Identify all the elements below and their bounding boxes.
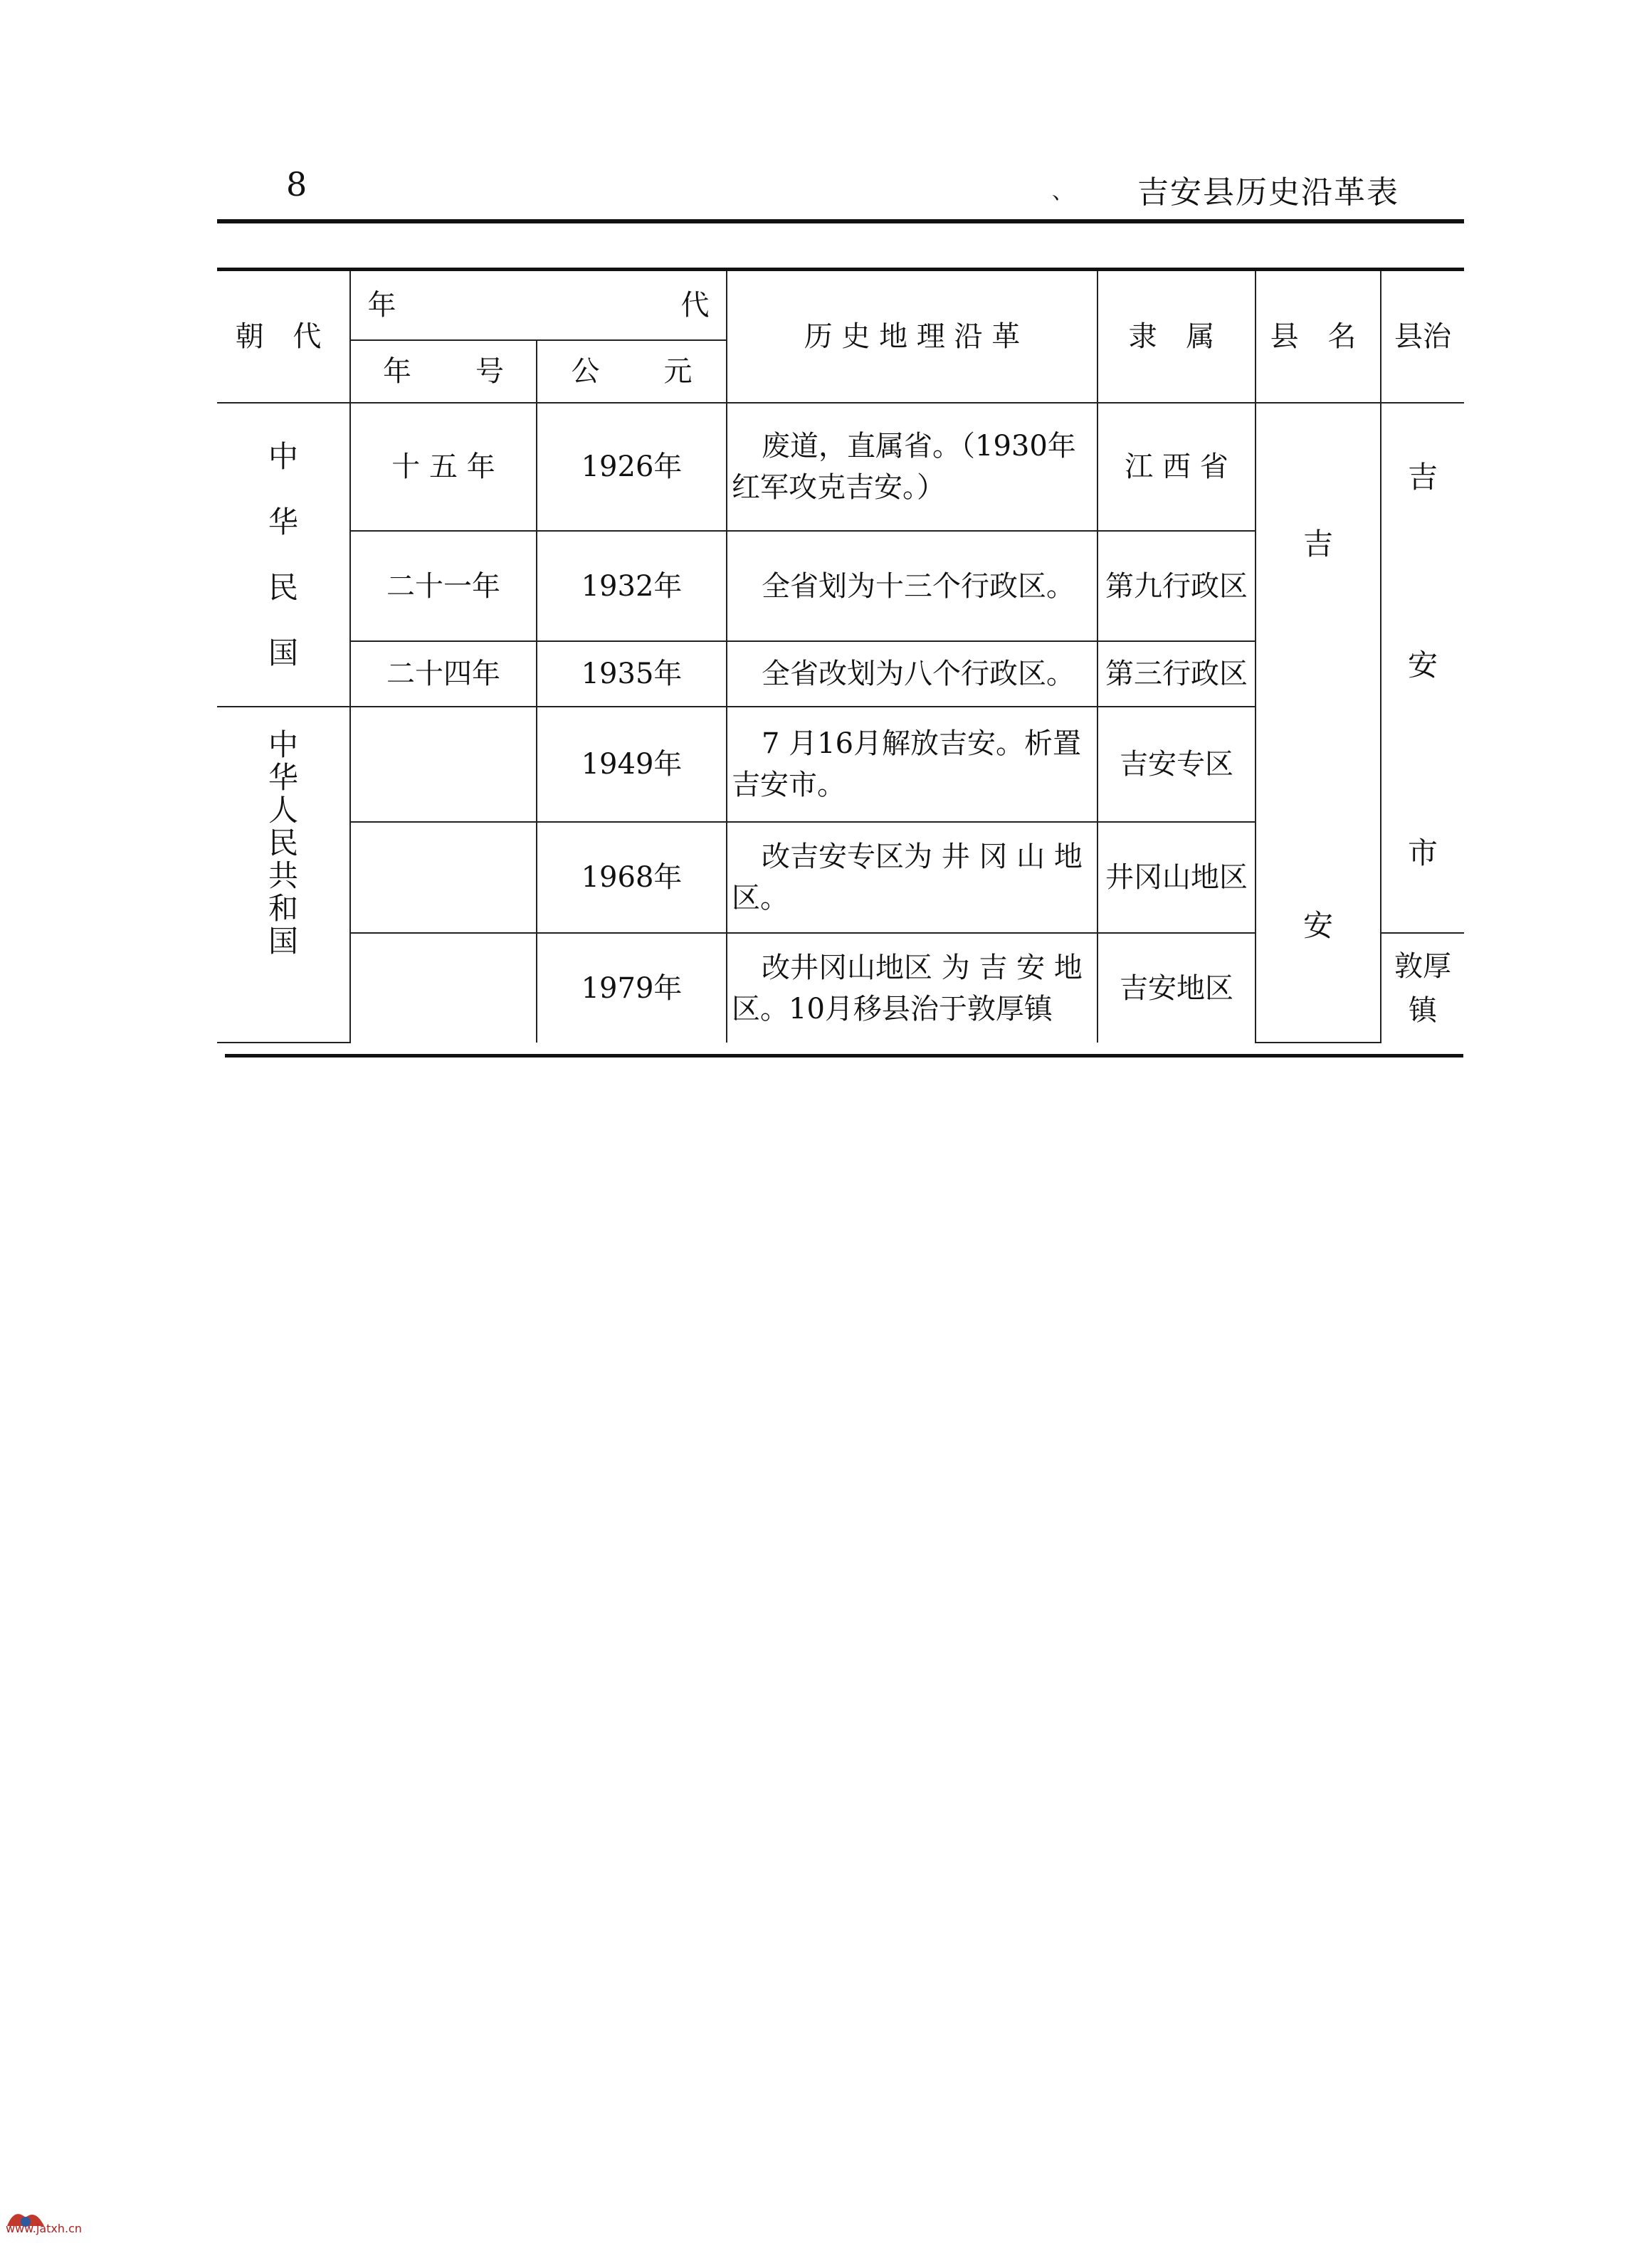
dynasty-char: 中 xyxy=(268,438,298,474)
affiliation-cell: 吉安专区 xyxy=(1098,707,1256,822)
era-cell: 二十四年 xyxy=(350,641,537,707)
header-rule xyxy=(217,219,1464,223)
history-line: 全省划为十三个行政区。 xyxy=(762,569,1075,603)
year-cell: 1968年 xyxy=(537,822,727,933)
header-affiliation: 隶 属 xyxy=(1098,271,1256,403)
table-bottom-rule xyxy=(225,1054,1463,1057)
history-line: 改吉安专区为 井 冈 山 地 xyxy=(762,840,1083,873)
dynasty-char: 共 xyxy=(268,858,298,893)
county-name-char: 吉 xyxy=(1302,527,1333,561)
county-name-char: 安 xyxy=(1302,908,1333,943)
page-title: 吉安县历史沿革表 xyxy=(1137,174,1399,211)
affiliation-cell: 井冈山地区 xyxy=(1098,822,1256,933)
county-name-cell xyxy=(1256,403,1381,1043)
county-seat-lower-line: 镇 xyxy=(1409,993,1437,1027)
history-cell xyxy=(727,641,1098,707)
history-cell xyxy=(727,403,1098,531)
year-cell: 1979年 xyxy=(537,933,727,1043)
history-line: 7 月16月解放吉安。析置 xyxy=(762,727,1082,760)
dynasty-char: 和 xyxy=(268,891,298,926)
history-cell xyxy=(727,822,1098,933)
header-ad-text: 公 元 xyxy=(571,355,693,388)
dynasty-char: 国 xyxy=(268,635,298,670)
history-line: 改井冈山地区 为 吉 安 地 xyxy=(762,951,1083,984)
affiliation-cell: 第三行政区 xyxy=(1098,641,1256,707)
dynasty-prc xyxy=(217,707,350,1043)
history-line: 废道，直属省。（1930年 xyxy=(762,430,1076,463)
history-line: 区。 xyxy=(732,882,789,914)
dynasty-char: 民 xyxy=(268,826,298,860)
header-county-seat: 县治 xyxy=(1381,271,1464,403)
year-cell: 1935年 xyxy=(537,641,727,707)
header-county-name: 县 名 xyxy=(1256,271,1381,403)
dynasty-char: 人 xyxy=(268,793,298,828)
county-seat-upper xyxy=(1381,403,1464,933)
history-line: 吉安市。 xyxy=(732,769,846,801)
history-cell xyxy=(727,531,1098,641)
history-cell xyxy=(727,707,1098,822)
header-history: 历 史 地 理 沿 革 xyxy=(727,271,1098,403)
header-dynasty: 朝 代 xyxy=(217,271,350,403)
era-cell xyxy=(350,707,537,822)
history-cell xyxy=(727,933,1098,1043)
page-mark: 、 xyxy=(1052,179,1073,204)
era-cell: 二十一年 xyxy=(350,531,537,641)
history-table xyxy=(217,271,1464,1043)
history-line: 全省改划为八个行政区。 xyxy=(762,658,1075,690)
header-era-name xyxy=(350,340,537,403)
era-cell: 十 五 年 xyxy=(350,403,537,531)
affiliation-cell: 吉安地区 xyxy=(1098,933,1256,1043)
county-seat-char: 市 xyxy=(1407,835,1438,870)
history-line: 区。10月移县治于敦厚镇 xyxy=(732,992,1053,1025)
era-cell xyxy=(350,933,537,1043)
page-number: 8 xyxy=(286,165,307,204)
dynasty-char: 华 xyxy=(268,760,298,795)
county-seat-char: 吉 xyxy=(1407,460,1438,495)
header-era-group-text: 年 代 xyxy=(367,289,710,322)
header-ad xyxy=(537,340,727,403)
header-era-name-text: 年 号 xyxy=(383,355,504,388)
watermark-url: www.jatxh.cn xyxy=(6,2222,83,2235)
affiliation-cell: 江 西 省 xyxy=(1098,403,1256,531)
dynasty-roc xyxy=(217,403,350,707)
dynasty-char: 民 xyxy=(268,569,298,605)
county-seat-lower xyxy=(1381,933,1464,1043)
era-cell xyxy=(350,822,537,933)
county-seat-lower-line: 敦厚 xyxy=(1394,949,1451,983)
header-era-group xyxy=(350,271,727,340)
dynasty-char: 中 xyxy=(268,727,298,762)
county-seat-char: 安 xyxy=(1407,648,1438,682)
year-cell: 1926年 xyxy=(537,403,727,531)
year-cell: 1932年 xyxy=(537,531,727,641)
history-line: 红军攻克吉安。） xyxy=(732,471,945,504)
year-cell: 1949年 xyxy=(537,707,727,822)
dynasty-char: 华 xyxy=(268,504,298,539)
affiliation-cell: 第九行政区 xyxy=(1098,531,1256,641)
dynasty-char: 国 xyxy=(268,924,298,959)
